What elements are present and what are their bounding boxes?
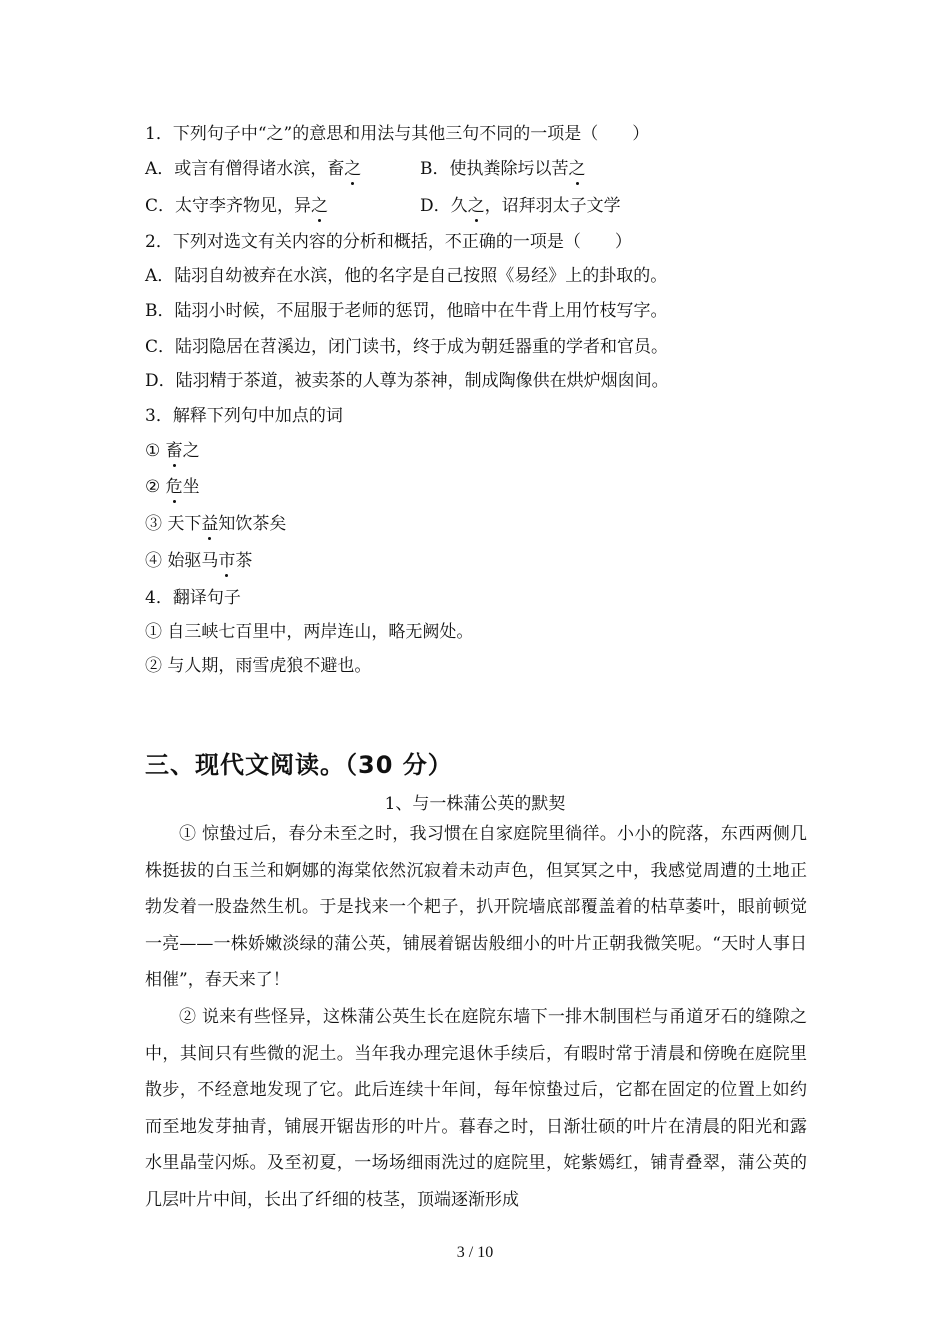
paragraph-2: ② 说来有些怪异，这株蒲公英生长在庭院东墙下一排木制围栏与甬道牙石的缝隙之中，其间只有些微的泥土。当年我办理完退休手续后，有暇时常于清晨和傍晚在庭院里散步，不经意地发现了它。此后连续十年间，每年惊蛰过后，它都在固定的位置上如约而至地发芽抽青，铺展开锯齿形的叶片。暮春之时，日渐壮硕的叶片在清晨的阳光和露水里晶莹闪烁。及至初夏，一场场细雨洗过的庭院里，姹紫嫣红，铺青叠翠，蒲公英的几层叶片中间，长出了纤细的枝茎，顶端逐渐形成	[145, 1007, 807, 1210]
dotted-char: 之	[311, 196, 329, 216]
q1-options-ab	[145, 158, 586, 180]
q1-option-b: B．使执粪除圬以苦之	[420, 159, 586, 179]
q1-options-cd	[145, 195, 621, 217]
dotted-char: 之	[467, 196, 485, 216]
q1-option-d: D．久之，诏拜羽太子文学	[420, 196, 621, 216]
q2-option-d: D．陆羽精于茶道，被卖茶的人尊为茶神，制成陶像供在烘炉烟囱间。	[145, 371, 669, 391]
q2-option-b: B．陆羽小时候，不屈服于老师的惩罚，他暗中在牛背上用竹枝写字。	[145, 301, 668, 321]
q2-option-c: C．陆羽隐居在苕溪边，闭门读书，终于成为朝廷器重的学者和官员。	[145, 337, 669, 357]
q3-item-4: ④ 始驱马市茶	[145, 551, 253, 571]
page-number: 3 / 10	[456, 1244, 494, 1261]
q2-option-a: A．陆羽自幼被弃在水滨，他的名字是自己按照《易经》上的卦取的。	[145, 266, 668, 286]
article-title: 1、与一株蒲公英的默契	[384, 794, 566, 814]
q3-stem: 3．解释下列句中加点的词	[145, 406, 343, 426]
dotted-char: 益	[201, 514, 219, 534]
paragraph-1: ① 惊蛰过后，春分未至之时，我习惯在自家庭院里徜徉。小小的院落，东西两侧几株挺拔的白玉兰和婀娜的海棠依然沉寂着未动声色，但冥冥之中，我感觉周遭的土地正勃发着一股盎然生机。于是找来一个耙子，扒开院墙底部覆盖着的枯草萎叶，眼前顿觉一亮——一株娇嫩淡绿的蒲公英，铺展着锯齿般细小的叶片正朝我微笑呢。“天时人事日相催”，春天来了！	[145, 824, 807, 990]
q2-stem: 2．下列对选文有关内容的分析和概括，不正确的一项是（ ）	[145, 232, 632, 252]
dotted-char: 危	[165, 477, 183, 497]
q1-option-a: A．或言有僧得诸水滨，畜之	[145, 159, 362, 179]
q4-stem: 4．翻译句子	[145, 588, 241, 608]
dotted-char: 之	[344, 159, 362, 179]
section-heading: 三、现代文阅读。（30 分）	[145, 751, 453, 779]
dotted-char: 之	[568, 159, 586, 179]
q1-stem: 1．下列句子中“之”的意思和用法与其他三句不同的一项是（ ）	[145, 124, 650, 144]
q3-item-1: ① 畜之	[145, 441, 200, 461]
dotted-char: 市	[218, 551, 236, 571]
q4-sentence-1: ① 自三峡七百里中，两岸连山，略无阙处。	[145, 622, 474, 642]
dotted-char: 畜	[165, 441, 183, 461]
q3-item-3: ③ 天下益知饮茶矣	[145, 514, 287, 534]
q1-option-c: C．太守李齐物见，异之	[145, 196, 329, 216]
q3-item-2: ② 危坐	[145, 477, 200, 497]
q4-sentence-2: ② 与人期，雨雪虎狼不避也。	[145, 656, 372, 676]
